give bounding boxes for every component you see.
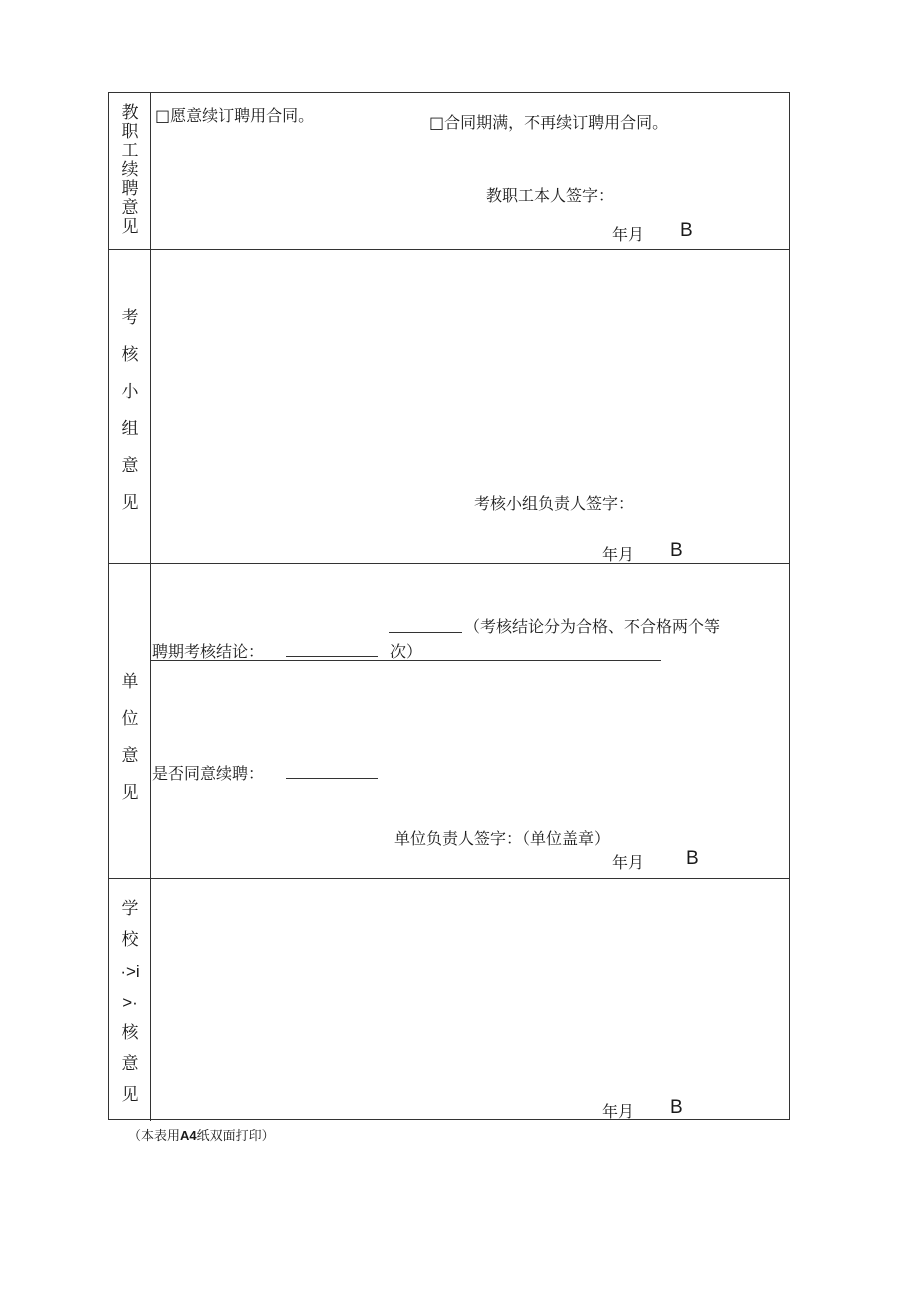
label-char: 工 [121,141,139,161]
conclusion-label: 聘期考核结论： [152,642,265,661]
unit-signature-label: 单位负责人签字：（单位盖章） [394,829,611,848]
label-char: 见 [121,783,139,803]
label-char: 意 [121,1054,139,1074]
footnote-prefix: （本表用 [128,1129,181,1144]
group-opinion-row [109,250,789,564]
label-char: 职 [121,122,139,142]
blank-underline [389,632,462,633]
staff-signature-label: 教职工本人签字： [486,186,615,205]
date-year-month: 年月 [612,853,645,872]
label-char: 意 [121,198,139,218]
footnote-suffix: 纸双面打印） [196,1129,275,1144]
label-char: 考 [121,308,139,328]
conclusion-note: （考核结论分为合格、不合格两个等 [464,617,721,636]
label-char: 单 [121,672,139,692]
group-opinion-label [109,250,151,563]
label-char: 小 [121,382,139,402]
footnote-paper-size: A4 [180,1128,197,1143]
date-year-month: 年月 [612,225,645,244]
group-signature-label: 考核小组负责人签字： [474,494,635,513]
label-char: ·>i [120,962,140,981]
not-renew-contract-checkbox[interactable]: □合同期满，不再续订聘用合同。 [429,113,669,132]
label-char: 意 [121,746,139,766]
unit-opinion-row [109,564,789,879]
conclusion-note-end: 次） [390,642,423,661]
label-char: 见 [121,493,139,513]
print-footnote [128,1125,275,1144]
date-year-month: 年月 [602,1102,635,1121]
date-year-month: 年月 [602,545,635,564]
date-day: B [670,540,683,561]
renewal-form-table [108,92,790,1120]
staff-opinion-label [109,93,151,249]
label-char: 学 [121,899,139,919]
staff-opinion-row [109,93,789,250]
label-char: 续 [121,160,139,180]
renew-contract-checkbox[interactable]: □愿意续订聘用合同。 [155,106,315,125]
agree-renewal-label: 是否同意续聘： [152,764,265,783]
agree-renewal-input-line[interactable] [286,778,378,779]
date-day: B [680,220,693,241]
label-char: 聘 [121,179,139,199]
label-char: 见 [121,217,139,237]
school-opinion-row [109,879,789,1121]
divider-line [151,660,661,661]
school-opinion-label [109,879,151,1121]
label-char: 教 [121,103,139,123]
unit-opinion-label [109,564,151,878]
label-char: 核 [121,1023,139,1043]
label-char: 见 [121,1085,139,1105]
label-char: 核 [121,345,139,365]
date-day: B [670,1097,683,1118]
label-char: 组 [121,419,139,439]
label-char: 意 [121,456,139,476]
date-day: B [686,848,699,869]
conclusion-input-line[interactable] [286,656,378,657]
label-char: 校 [121,930,139,950]
label-char: 位 [121,709,139,729]
label-char: >· [122,993,138,1012]
